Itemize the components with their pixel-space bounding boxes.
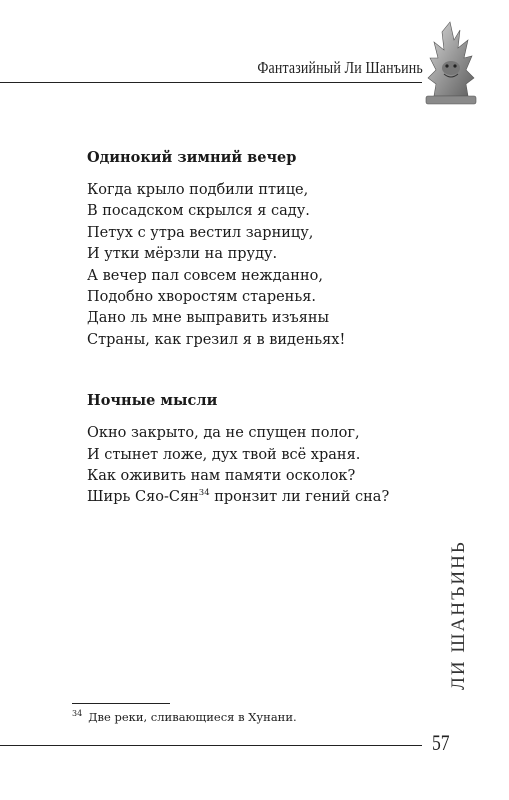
footer-rule bbox=[0, 745, 422, 746]
poem-line: Окно закрыто, да не спущен полог, bbox=[87, 425, 360, 442]
poem-line-text: Ширь Сяо-Сян bbox=[87, 489, 199, 506]
poem-line: Страны, как грезил я в виденьях! bbox=[87, 331, 346, 348]
poem-line: Петух с утра вестил зарницу, bbox=[87, 224, 314, 241]
running-header-title: Фантазийный Ли Шанъинь bbox=[257, 58, 423, 77]
footnote-reference[interactable]: 34 bbox=[198, 488, 210, 499]
poem-title: Одинокий зимний вечер bbox=[87, 149, 297, 166]
poem-line: В посадском скрылся я саду. bbox=[87, 203, 310, 220]
footnote-rule bbox=[72, 703, 170, 704]
poem-line: И утки мёрзли на пруду. bbox=[87, 246, 278, 263]
side-author-label: ЛИ ШАНЪИНЬ bbox=[448, 540, 469, 690]
footnote-number: 34 bbox=[72, 709, 83, 719]
poem bbox=[87, 148, 387, 351]
poem-line: Как оживить нам памяти осколок? bbox=[87, 468, 356, 485]
poem-line: Подобно хворостям старенья. bbox=[87, 289, 316, 306]
header-rule bbox=[0, 82, 422, 83]
page-number: 57 bbox=[432, 730, 450, 755]
poem-line-text: пронзит ли гений сна? bbox=[209, 489, 390, 506]
poem-line: И стынет ложе, дух твой всё храня. bbox=[87, 446, 361, 463]
poem-line: Дано ль мне выправить изъяны bbox=[87, 310, 330, 327]
poem-title: Ночные мысли bbox=[87, 392, 218, 410]
poem bbox=[87, 391, 390, 509]
poem-body bbox=[87, 423, 390, 509]
poem-line: Когда крыло подбили птице, bbox=[87, 182, 309, 198]
poem-body bbox=[87, 180, 387, 351]
poems-container bbox=[87, 148, 390, 509]
footnote-text: Две реки, сливающиеся в Хунани. bbox=[88, 710, 297, 724]
dragon-statue-ornament bbox=[420, 18, 482, 110]
poem-line: А вечер пал совсем нежданно, bbox=[87, 267, 323, 284]
footnote bbox=[72, 710, 297, 724]
poem-line bbox=[87, 487, 390, 508]
